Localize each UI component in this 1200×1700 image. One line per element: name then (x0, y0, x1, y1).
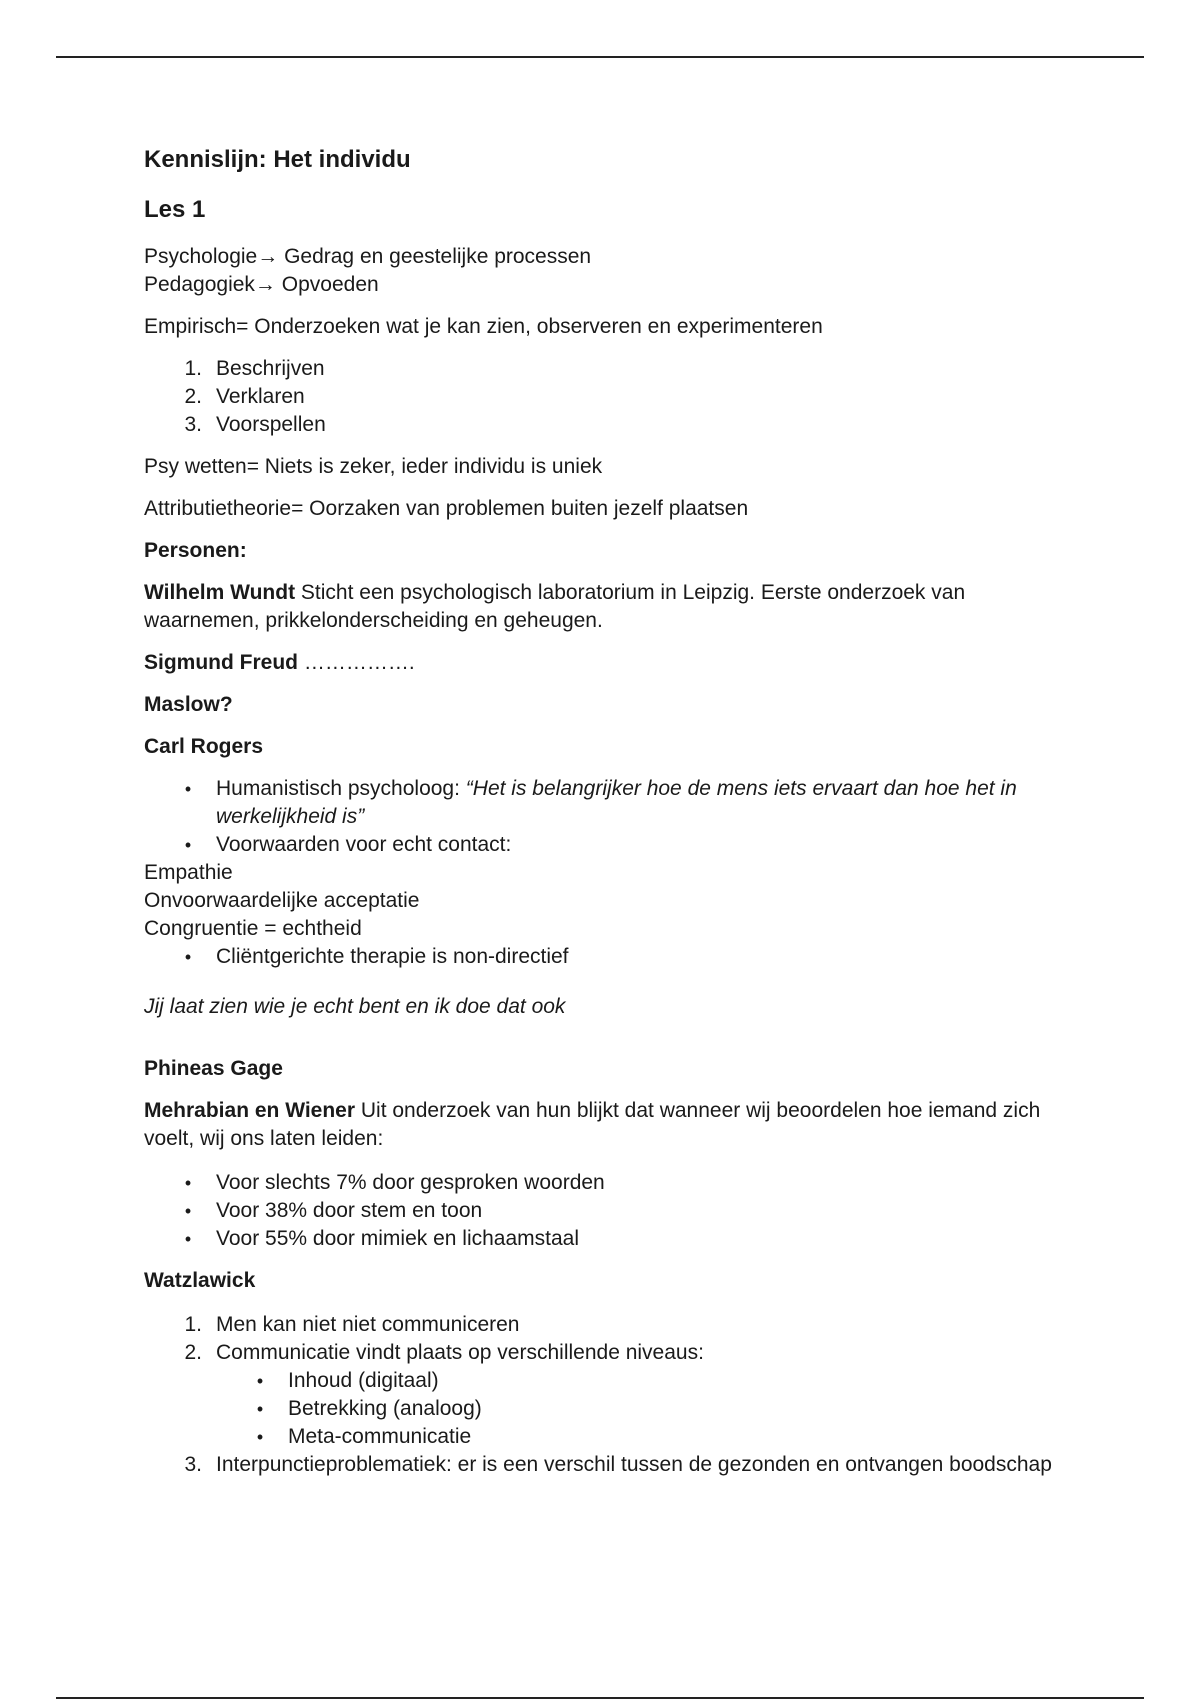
personen-heading: Personen: (144, 539, 247, 562)
page-title: Kennislijn: Het individu (144, 146, 411, 173)
list-item: 1. Beschrijven (184, 357, 325, 380)
person-name: Sigmund Freud (144, 651, 298, 674)
mehrabian-paragraph: Mehrabian en Wiener Uit onderzoek van hun blijkt dat wanneer wij beoordelen hoe iemand zich voelt, wij ons laten leiden: (144, 1099, 1041, 1150)
page-top-rule (56, 56, 1144, 58)
definition-psychologie: Psychologie→ Gedrag en geestelijke processen (144, 245, 592, 268)
rogers-heading: Carl Rogers (144, 735, 264, 758)
person-name: Wilhelm Wundt (144, 581, 296, 604)
gage-heading: Phineas Gage (144, 1057, 283, 1080)
attributietheorie: Attributietheorie= Oorzaken van problemen buiten jezelf plaatsen (144, 497, 749, 520)
maslow-heading: Maslow? (144, 693, 233, 716)
document-body (144, 143, 1064, 1493)
list-item: • Betrekking (analoog) (256, 1397, 482, 1420)
list-item: • Humanistisch psycholoog: “Het is belangrijker hoe de mens iets ervaart dan hoe het in werkelijkheid is” (184, 777, 1017, 828)
list-item: 2. Verklaren (184, 385, 305, 408)
list-item: • Inhoud (digitaal) (256, 1369, 439, 1392)
list-item: • Voor 38% door stem en toon (184, 1199, 483, 1222)
watzlawick-list (144, 1311, 1064, 1479)
list-item: 3. Interpunctieproblematiek: er is een verschil tussen de gezonden en ontvangen boodschap (184, 1453, 1052, 1476)
page-bottom-rule (56, 1697, 1144, 1699)
empirisch-definition: Empirisch= Onderzoeken wat je kan zien, observeren en experimenteren (144, 315, 823, 338)
condition-acceptatie: Onvoorwaardelijke acceptatie (144, 889, 420, 912)
definition-pedagogiek: Pedagogiek→ Opvoeden (144, 273, 379, 296)
rogers-bullets-b (144, 943, 1064, 971)
psy-wetten: Psy wetten= Niets is zeker, ieder individu is uniek (144, 455, 603, 478)
condition-congruentie: Congruentie = echtheid (144, 917, 362, 940)
list-item: 2. Communicatie vindt plaats op verschillende niveaus: • Inhoud (digitaal) • Betrekking (analoog) • Meta-communicatie (144, 1339, 1064, 1451)
list-item: 3. Voorspellen (184, 413, 326, 436)
watzlawick-heading: Watzlawick (144, 1269, 256, 1292)
list-item: • Voor 55% door mimiek en lichaamstaal (184, 1227, 580, 1250)
freud-paragraph: Sigmund Freud ……………. (144, 651, 415, 674)
wundt-paragraph: Wilhelm Wundt Sticht een psychologisch laboratorium in Leipzig. Eerste onderzoek van waarnemen, prikkelonderscheiding en geheugen. (144, 581, 966, 632)
person-name: Mehrabian en Wiener (144, 1099, 356, 1122)
levels-sublist (216, 1367, 1064, 1451)
condition-empathie: Empathie (144, 861, 233, 884)
list-item: • Voor slechts 7% door gesproken woorden (184, 1171, 605, 1194)
list-item: • Voorwaarden voor echt contact: (184, 833, 512, 856)
mehrabian-bullets (144, 1169, 1064, 1253)
list-item: • Cliëntgerichte therapie is non-directief (184, 945, 569, 968)
empirisch-steps-list (144, 355, 1064, 439)
rogers-quote: Jij laat zien wie je echt bent en ik doe dat ook (144, 995, 566, 1018)
rogers-bullets-a (144, 775, 1064, 859)
list-item: 1. Men kan niet niet communiceren (184, 1313, 520, 1336)
list-item: • Meta-communicatie (256, 1425, 472, 1448)
lesson-heading: Les 1 (144, 196, 206, 223)
